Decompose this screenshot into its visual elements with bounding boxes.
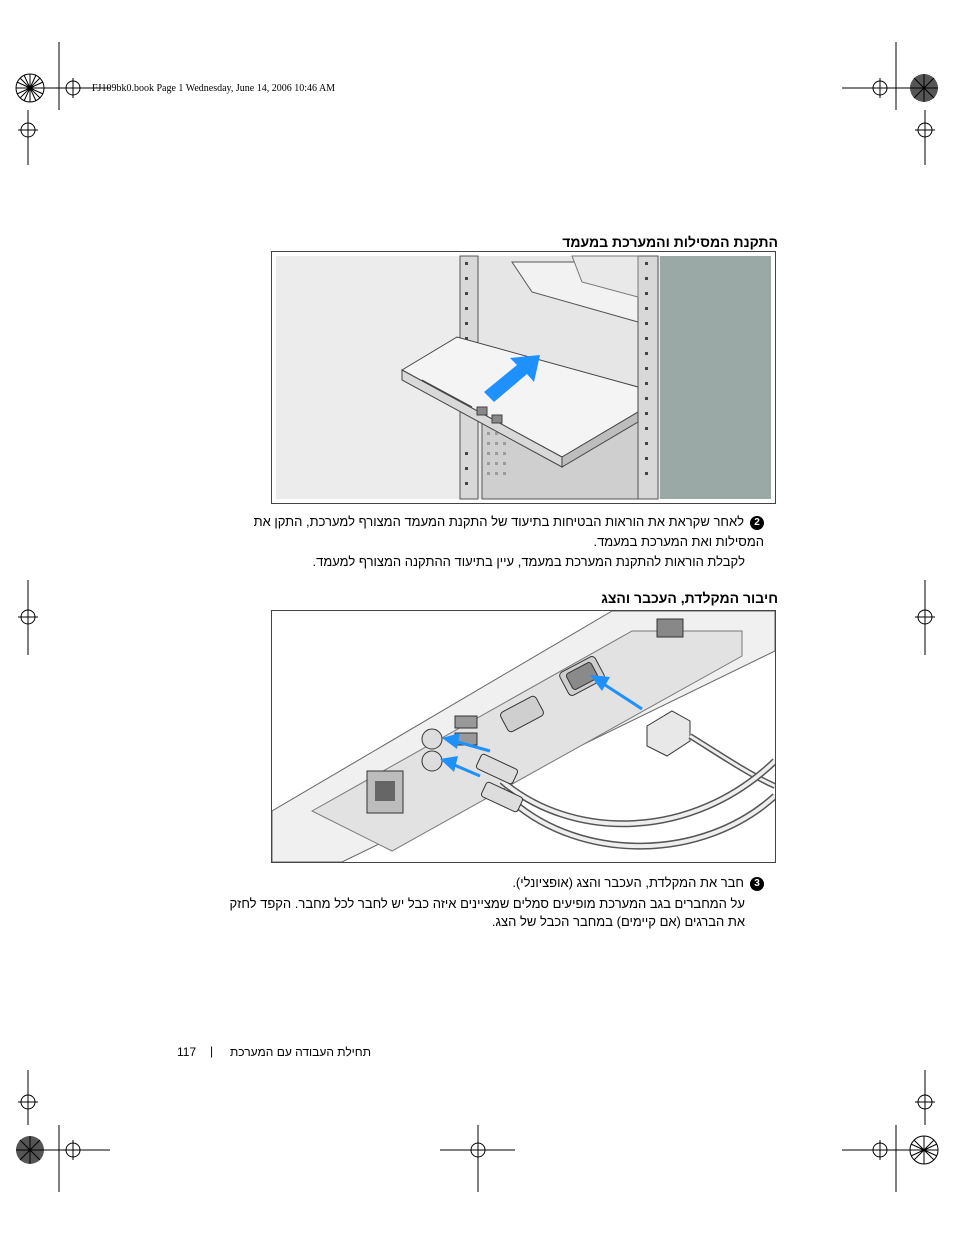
peripherals-note-line2: את הברגים (אם קיימים) במחבר הכבל של הצג. xyxy=(491,914,745,929)
page-number: 117 xyxy=(177,1045,197,1059)
section-heading-rack-install: התקנת המסילות והמערכת במעמד xyxy=(562,234,778,250)
print-header: FJ109bk0.book Page 1 Wednesday, June 14, 2006 10:46 AM xyxy=(92,83,336,94)
rack-install-note: לקבלת הוראות להתקנת המערכת במעמד, עיין בתיעוד ההתקנה המצורף למעמד. xyxy=(312,554,745,569)
step-3-text: חבר את המקלדת, העכבר והצג (אופציונלי). xyxy=(512,875,744,890)
step-2-text-line1: לאחר שקראת את הוראות הבטיחות בתיעוד של התקנת המעמד המצורף למערכת, התקן את xyxy=(253,514,744,529)
footer-chapter-title: תחילת העבודה עם המערכת xyxy=(230,1045,371,1059)
step-2-badge: 2 xyxy=(750,516,764,530)
step-2-text-line2: המסילות ואת המערכת במעמד. xyxy=(593,534,764,549)
rack-install-illustration xyxy=(271,251,776,504)
step-3-paragraph xyxy=(204,873,764,893)
peripherals-note xyxy=(185,895,745,931)
footer-separator: | xyxy=(210,1044,214,1058)
step-3-badge: 3 xyxy=(750,877,764,891)
peripheral-connections-illustration xyxy=(271,610,776,863)
step-2-paragraph xyxy=(204,512,764,552)
section-heading-peripherals: חיבור המקלדת, העכבר והצג xyxy=(601,590,778,606)
peripherals-note-line1: על המחברים בגב המערכת מופיעים סמלים שמציינים איזה כבל יש לחבר לכל מחבר. הקפד לחזק xyxy=(229,896,745,911)
